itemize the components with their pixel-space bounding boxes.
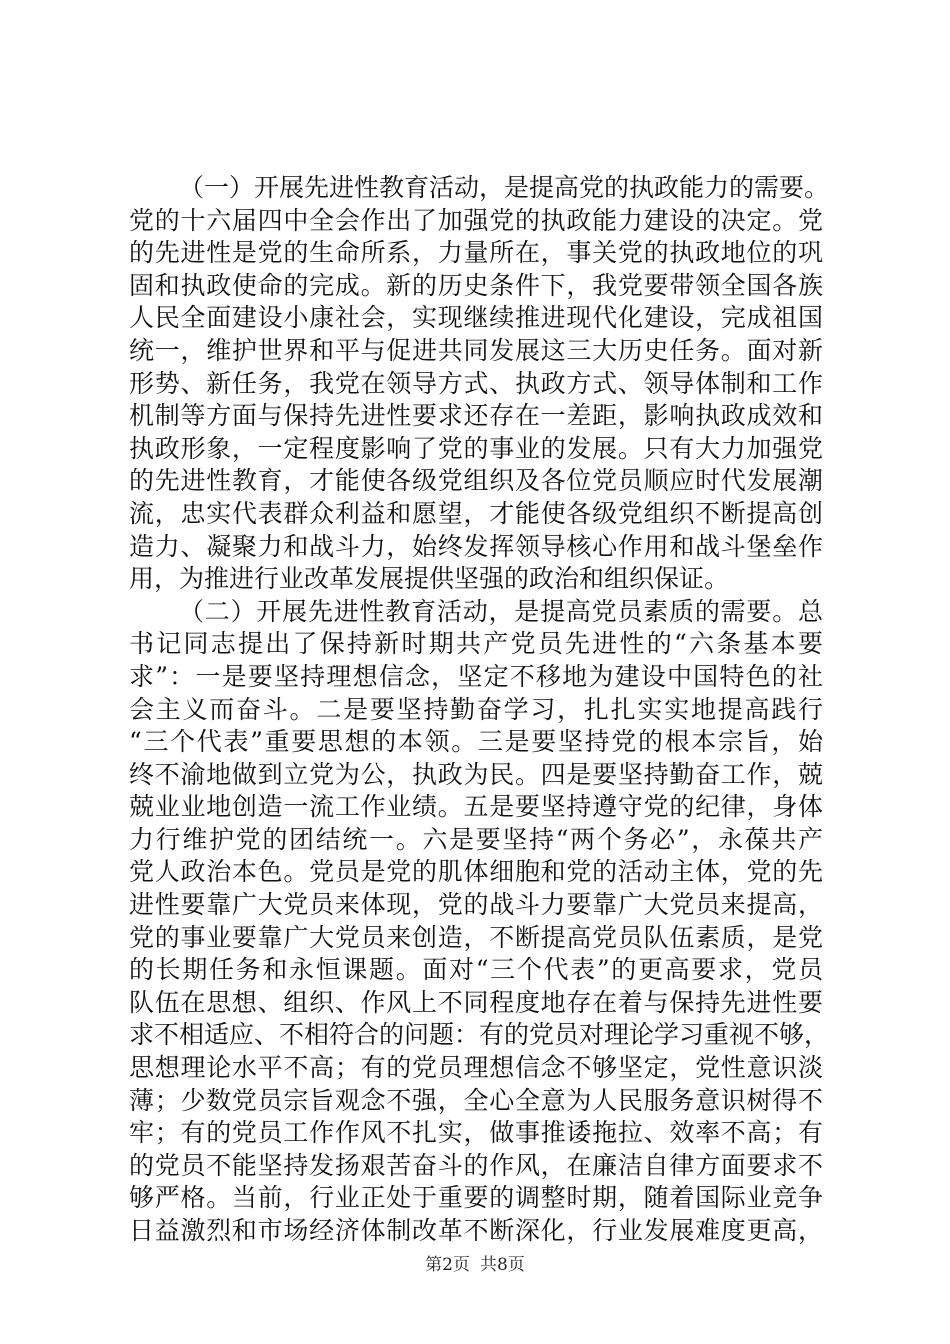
text-line: 求不相适应、不相符合的问题：有的党员对理论学习重视不够， [129, 1020, 830, 1050]
text-line: 书记同志提出了保持新时期共产党员先进性的“六条基本要 [129, 629, 823, 659]
text-line: （一）开展先进性教育活动，是提高党的执政能力的需要。 [179, 173, 830, 202]
text-line: 固和执政使命的完成。新的历史条件下，我党要带领全国各族 [129, 270, 823, 300]
page-total: 共8页 [480, 1255, 525, 1275]
text-line: 够严格。当前，行业正处于重要的调整时期，随着国际业竞争 [129, 1183, 823, 1213]
page-number: 第2页 [425, 1255, 470, 1275]
text-line: 人民全面建设小康社会，实现继续推进现代化建设，完成祖国 [129, 303, 823, 333]
text-line: 党人政治本色。党员是党的肌体细胞和党的活动主体，党的先 [129, 857, 823, 887]
text-line: 的先进性教育，才能使各级党组织及各位党员顺应时代发展潮 [129, 466, 823, 496]
text-line: 会主义而奋斗。二是要坚持勤奋学习，扎扎实实地提高践行 [129, 694, 823, 724]
text-line: 薄；少数党员宗旨观念不强，全心全意为人民服务意识树得不 [129, 1085, 823, 1115]
text-line: 兢业业地创造一流工作业绩。五是要坚持遵守党的纪律，身体 [129, 792, 823, 822]
text-line: 党的事业要靠广大党员来创造，不断提高党员队伍素质，是党 [129, 922, 823, 952]
text-line: 终不渝地做到立党为公，执政为民。四是要坚持勤奋工作，兢 [129, 759, 823, 789]
text-line: 队伍在思想、组织、作风上不同程度地存在着与保持先进性要 [129, 987, 823, 1017]
text-line: 牢；有的党员工作作风不扎实，做事推诿拖拉、效率不高；有 [129, 1118, 823, 1148]
text-line: 思想理论水平不高；有的党员理想信念不够坚定，党性意识淡 [129, 1053, 823, 1083]
text-line: 进性要靠广大党员来体现，党的战斗力要靠广大党员来提高， [129, 890, 823, 920]
text-line: 用，为推进行业改革发展提供坚强的政治和组织保证。 [129, 564, 730, 594]
text-line: （二）开展先进性教育活动，是提高党员素质的需要。总 [179, 596, 823, 626]
text-line: 的先进性是党的生命所系，力量所在，事关党的执政地位的巩 [129, 238, 823, 268]
text-line: 的长期任务和永恒课题。面对“三个代表”的更高要求，党员 [129, 955, 823, 985]
document-body [129, 172, 830, 1248]
text-line: 力行维护党的团结统一。六是要坚持“两个务必”，永葆共产 [129, 824, 823, 854]
page-footer [0, 1250, 950, 1275]
text-line: “三个代表”重要思想的本领。三是要坚持党的根本宗旨，始 [129, 727, 823, 757]
text-line: 形势、新任务，我党在领导方式、执政方式、领导体制和工作 [129, 368, 823, 398]
text-line: 求”：一是要坚持理想信念，坚定不移地为建设中国特色的社 [129, 661, 823, 691]
text-line: 造力、凝聚力和战斗力，始终发挥领导核心作用和战斗堡垒作 [129, 531, 823, 561]
text-line: 流，忠实代表群众利益和愿望，才能使各级党组织不断提高创 [129, 498, 823, 528]
text-line: 日益激烈和市场经济体制改革不断深化，行业发展难度更高， [129, 1216, 823, 1245]
text-line: 统一，维护世界和平与促进共同发展这三大历史任务。面对新 [129, 335, 823, 365]
text-line: 机制等方面与保持先进性要求还存在一差距，影响执政成效和 [129, 401, 823, 431]
text-line: 的党员不能坚持发扬艰苦奋斗的作风，在廉洁自律方面要求不 [129, 1150, 823, 1180]
text-line: 执政形象，一定程度影响了党的事业的发展。只有大力加强党 [129, 433, 823, 463]
text-line: 党的十六届四中全会作出了加强党的执政能力建设的决定。党 [129, 205, 823, 235]
